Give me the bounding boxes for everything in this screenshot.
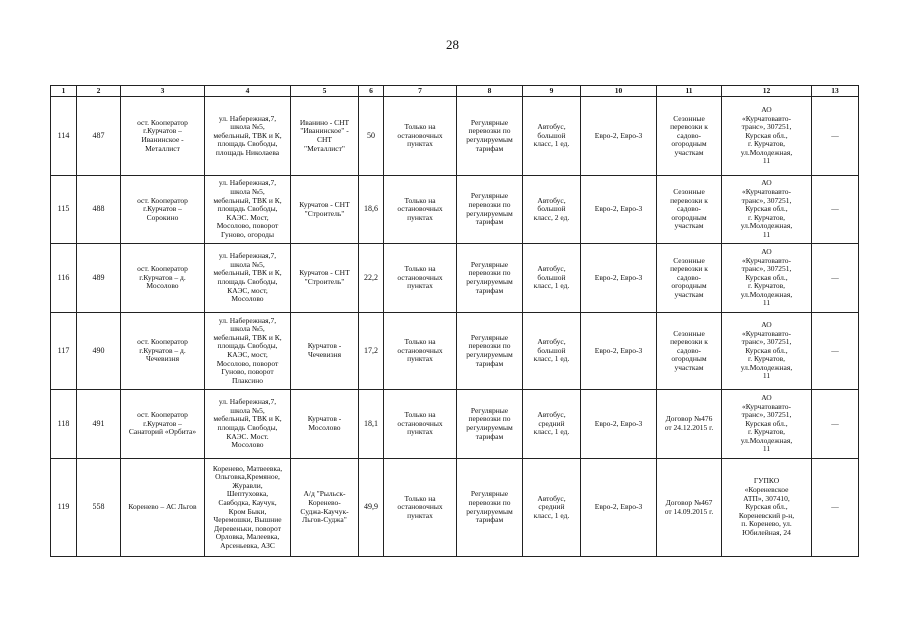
notes-cell: — — [812, 313, 859, 390]
stops-cell: ул. Набережная,7, школа №5, мебельный, ТВК и К, площадь Свободы, КАЭС. Мост, Мосолово, поворот Гуново, огороды — [205, 176, 291, 244]
stops-cell: Коренево, Матвеевка, Ольговка,Кремяное, Журавли, Шептуховка, Савбодка, Каучук, Кром Быки, Черемошки, Вышние Деревеньки, поворот Орловка, Малеевка, Арсеньевка, АЗС — [205, 459, 291, 557]
eco-class-cell: Евро-2, Евро-3 — [581, 390, 657, 459]
length-cell: 49,9 — [359, 459, 384, 557]
boarding-cell: Только на остановочных пунктах — [384, 390, 457, 459]
season-cell: Договор №467 от 14.09.2015 г. — [657, 459, 722, 557]
table-row — [51, 459, 859, 557]
notes-cell: — — [812, 390, 859, 459]
eco-class-cell: Евро-2, Евро-3 — [581, 459, 657, 557]
route-name-cell: ост. Кооператор г.Курчатов – Санаторий «Орбита» — [121, 390, 205, 459]
route-name-cell: ост. Кооператор г.Курчатов – д. Мосолово — [121, 244, 205, 313]
boarding-cell: Только на остановочных пунктах — [384, 459, 457, 557]
season-cell: Сезонные перевозки к садово- огородным участкам — [657, 176, 722, 244]
streets-cell: Иванино - СНТ "Иванинское" - СНТ "Металлист" — [291, 97, 359, 176]
row-index-cell: 118 — [51, 390, 77, 459]
route-number-cell: 491 — [77, 390, 121, 459]
streets-cell: Курчатов - СНТ "Строитель" — [291, 176, 359, 244]
length-cell: 22,2 — [359, 244, 384, 313]
route-number-cell: 490 — [77, 313, 121, 390]
table-row — [51, 244, 859, 313]
vehicle-cell: Автобус, большой класс, 1 ед. — [523, 97, 581, 176]
eco-class-cell: Евро-2, Евро-3 — [581, 176, 657, 244]
header-cell: 3 — [121, 86, 205, 97]
carrier-cell: АО «Курчатовавто- транс», 307251, Курская обл., г. Курчатов, ул.Молодежная, 11 — [722, 313, 812, 390]
table-row — [51, 176, 859, 244]
table-row — [51, 390, 859, 459]
table-row — [51, 313, 859, 390]
row-index-cell: 115 — [51, 176, 77, 244]
carrier-cell: АО «Курчатовавто- транс», 307251, Курская обл., г. Курчатов, ул.Молодежная, 11 — [722, 390, 812, 459]
season-cell: Сезонные перевозки к садово- огородным участкам — [657, 313, 722, 390]
service-type-cell: Регулярные перевозки по регулируемым тарифам — [457, 244, 523, 313]
boarding-cell: Только на остановочных пунктах — [384, 244, 457, 313]
stops-cell: ул. Набережная,7, школа №5, мебельный, ТВК и К, площадь Свободы, КАЭС. Мост. Мосолово — [205, 390, 291, 459]
notes-cell: — — [812, 459, 859, 557]
header-cell: 6 — [359, 86, 384, 97]
header-cell: 2 — [77, 86, 121, 97]
routes-table — [50, 85, 859, 557]
notes-cell: — — [812, 176, 859, 244]
eco-class-cell: Евро-2, Евро-3 — [581, 244, 657, 313]
header-row — [51, 86, 859, 97]
streets-cell: Курчатов - Мосолово — [291, 390, 359, 459]
route-name-cell: ост. Кооператор г.Курчатов – Сорокино — [121, 176, 205, 244]
row-index-cell: 119 — [51, 459, 77, 557]
route-number-cell: 558 — [77, 459, 121, 557]
route-name-cell: ост. Кооператор г.Курчатов – Иванинское - Металлист — [121, 97, 205, 176]
service-type-cell: Регулярные перевозки по регулируемым тарифам — [457, 390, 523, 459]
boarding-cell: Только на остановочных пунктах — [384, 313, 457, 390]
header-cell: 12 — [722, 86, 812, 97]
eco-class-cell: Евро-2, Евро-3 — [581, 313, 657, 390]
service-type-cell: Регулярные перевозки по регулируемым тарифам — [457, 97, 523, 176]
length-cell: 17,2 — [359, 313, 384, 390]
service-type-cell: Регулярные перевозки по регулируемым тарифам — [457, 313, 523, 390]
row-index-cell: 114 — [51, 97, 77, 176]
row-index-cell: 117 — [51, 313, 77, 390]
season-cell: Договор №476 от 24.12.2015 г. — [657, 390, 722, 459]
vehicle-cell: Автобус, большой класс, 1 ед. — [523, 244, 581, 313]
route-number-cell: 489 — [77, 244, 121, 313]
row-index-cell: 116 — [51, 244, 77, 313]
boarding-cell: Только на остановочных пунктах — [384, 97, 457, 176]
notes-cell: — — [812, 97, 859, 176]
season-cell: Сезонные перевозки к садово- огородным участкам — [657, 244, 722, 313]
route-name-cell: ост. Кооператор г.Курчатов – д. Чечевизня — [121, 313, 205, 390]
carrier-cell: АО «Курчатовавто- транс», 307251, Курская обл., г. Курчатов, ул.Молодежная, 11 — [722, 97, 812, 176]
stops-cell: ул. Набережная,7, школа №5, мебельный, ТВК и К, площадь Свободы, площадь Николаева — [205, 97, 291, 176]
header-cell: 13 — [812, 86, 859, 97]
length-cell: 50 — [359, 97, 384, 176]
vehicle-cell: Автобус, большой класс, 2 ед. — [523, 176, 581, 244]
header-cell: 1 — [51, 86, 77, 97]
eco-class-cell: Евро-2, Евро-3 — [581, 97, 657, 176]
notes-cell: — — [812, 244, 859, 313]
streets-cell: Курчатов - Чечевизня — [291, 313, 359, 390]
boarding-cell: Только на остановочных пунктах — [384, 176, 457, 244]
length-cell: 18,1 — [359, 390, 384, 459]
carrier-cell: АО «Курчатовавто- транс», 307251, Курская обл., г. Курчатов, ул.Молодежная, 11 — [722, 244, 812, 313]
streets-cell: Курчатов - СНТ "Строитель" — [291, 244, 359, 313]
header-cell: 4 — [205, 86, 291, 97]
vehicle-cell: Автобус, средний класс, 1 ед. — [523, 390, 581, 459]
page-number: 28 — [446, 37, 459, 52]
streets-cell: А/д "Рыльск- Коренево- Суджа-Каучук- Льгов-Суджа" — [291, 459, 359, 557]
table-row — [51, 97, 859, 176]
header-cell: 9 — [523, 86, 581, 97]
route-name-cell: Коренево – АС Льгов — [121, 459, 205, 557]
header-cell: 11 — [657, 86, 722, 97]
header-cell: 10 — [581, 86, 657, 97]
length-cell: 18,6 — [359, 176, 384, 244]
season-cell: Сезонные перевозки к садово- огородным участкам — [657, 97, 722, 176]
stops-cell: ул. Набережная,7, школа №5, мебельный, ТВК и К, площадь Свободы, КАЭС, мост, Мосолово — [205, 244, 291, 313]
stops-cell: ул. Набережная,7, школа №5, мебельный, ТВК и К, площадь Свободы, КАЭС, мост, Мосолово, поворот Гуново, поворот Плаксино — [205, 313, 291, 390]
vehicle-cell: Автобус, средний класс, 1 ед. — [523, 459, 581, 557]
carrier-cell: АО «Курчатовавто- транс», 307251, Курская обл., г. Курчатов, ул.Молодежная, 11 — [722, 176, 812, 244]
service-type-cell: Регулярные перевозки по регулируемым тарифам — [457, 176, 523, 244]
header-cell: 8 — [457, 86, 523, 97]
service-type-cell: Регулярные перевозки по регулируемым тарифам — [457, 459, 523, 557]
header-cell: 5 — [291, 86, 359, 97]
header-cell: 7 — [384, 86, 457, 97]
carrier-cell: ГУПКО «Кореневское АТП», 307410, Курская обл., Кореневский р-н, п. Коренево, ул. Юбилейная, 24 — [722, 459, 812, 557]
vehicle-cell: Автобус, большой класс, 1 ед. — [523, 313, 581, 390]
route-number-cell: 488 — [77, 176, 121, 244]
route-number-cell: 487 — [77, 97, 121, 176]
